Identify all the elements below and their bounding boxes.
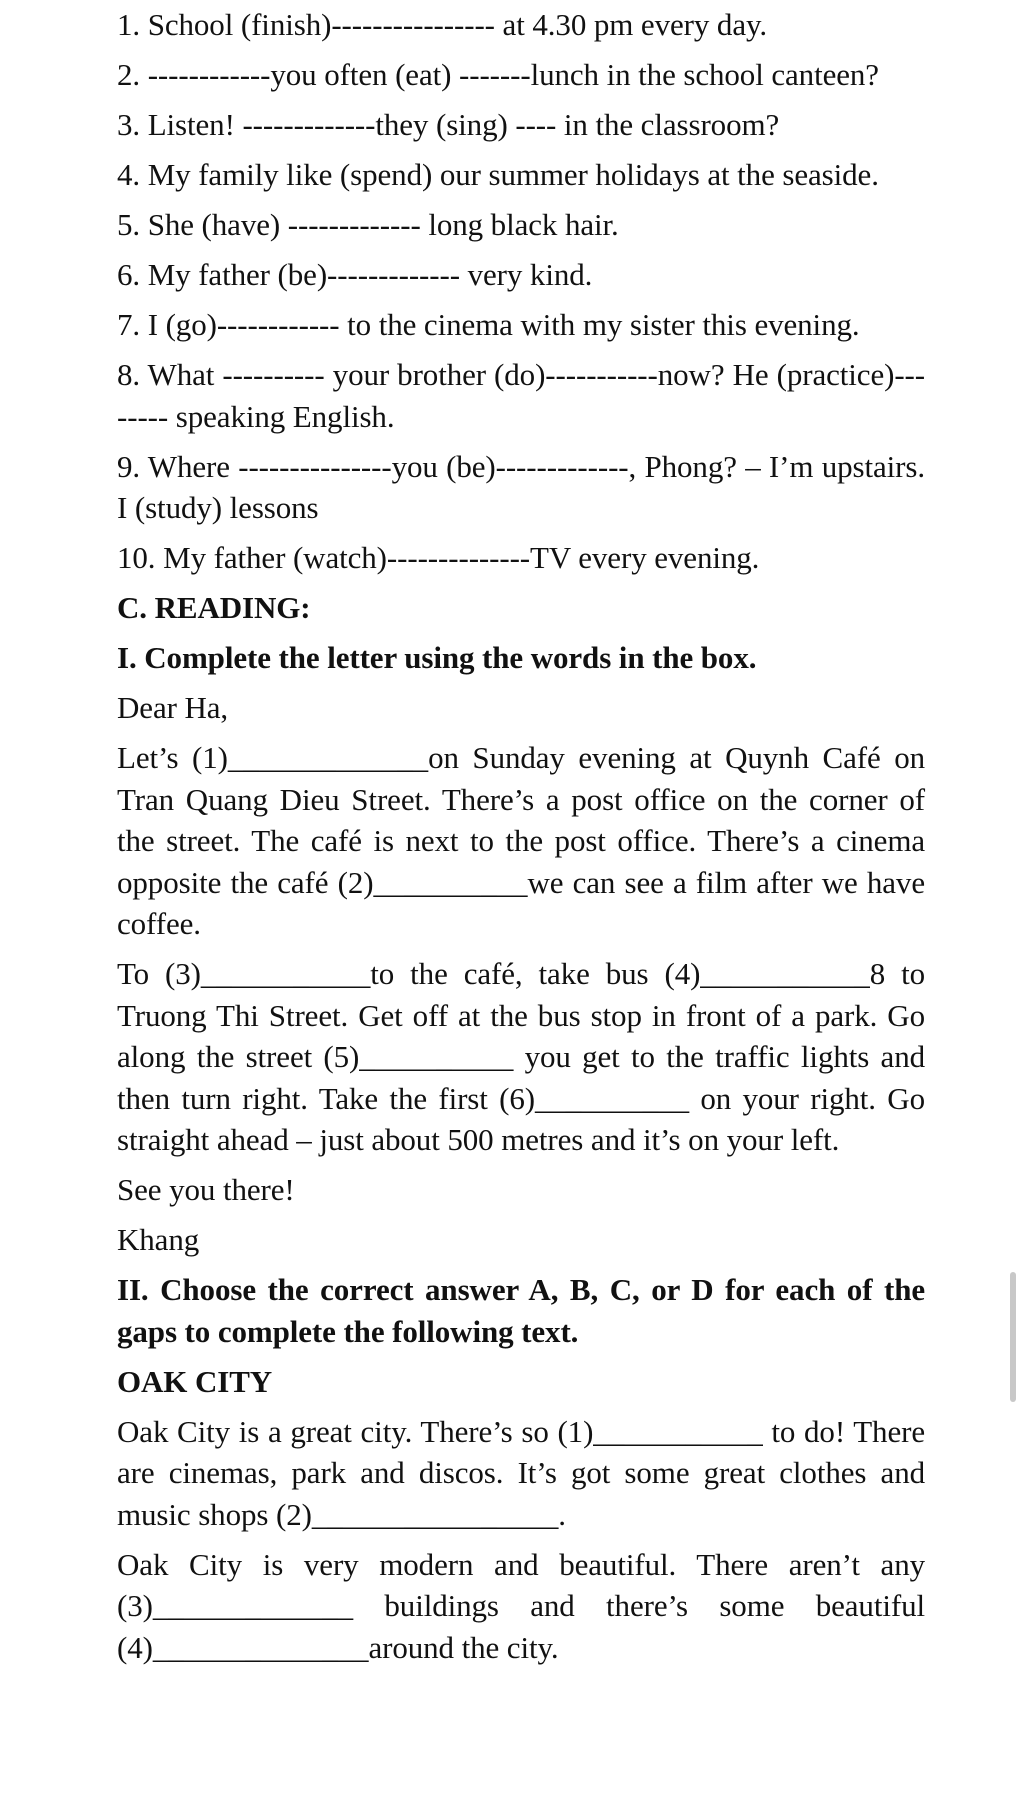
worksheet-page: [117, 0, 925, 1677]
letter-signature: Khang: [117, 1222, 200, 1257]
letter-closing: See you there!: [117, 1172, 295, 1207]
letter-salutation: Dear Ha,: [117, 690, 229, 725]
exercise-item-3: 3. Listen! -------------they (sing) ---- in the classroom?: [117, 107, 780, 142]
exercise-item-1: 1. School (finish)---------------- at 4.30 pm every day.: [117, 7, 768, 42]
letter-paragraph-1: Let’s (1)_____________on Sunday evening at Quynh Café on Tran Quang Dieu Street. There’s a post office on the corner of the street. The café is next to the post office. There’s a cinema opposite the café (2)__________we can see a film after we have coffee.: [117, 740, 925, 941]
part2-instruction: II. Choose the correct answer A, B, C, or D for each of the gaps to complete the following text.: [117, 1272, 925, 1349]
part1-instruction: I. Complete the letter using the words in the box.: [117, 640, 757, 675]
reading-heading: C. READING:: [117, 590, 311, 625]
oak-city-paragraph-2: Oak City is very modern and beautiful. There aren’t any (3)_____________ buildings and there’s some beautiful (4)______________around the city.: [117, 1546, 925, 1665]
text-title: OAK CITY: [117, 1363, 273, 1399]
exercise-item-5: 5. She (have) ------------- long black hair.: [117, 207, 619, 242]
exercise-item-2: 2. ------------you often (eat) -------lunch in the school canteen?: [117, 57, 879, 92]
exercise-item-7: 7. I (go)------------ to the cinema with my sister this evening.: [117, 307, 860, 342]
exercise-item-6: 6. My father (be)------------- very kind.: [117, 257, 593, 292]
exercise-item-10: 10. My father (watch)--------------TV every evening.: [117, 540, 760, 575]
letter-paragraph-2: To (3)___________to the café, take bus (4)___________8 to Truong Thi Street. Get off at the bus stop in front of a park. Go along the street (5)__________ you get to the traffic lights and then turn right. Take the first (6)__________ on your right. Go straight ahead – just about 500 metres and it’s on your left.: [117, 956, 925, 1157]
exercise-item-8: 8. What ---------- your brother (do)-----------now? He (practice)-------- speaking English.: [117, 357, 925, 434]
vertical-scrollbar[interactable]: [1010, 1272, 1016, 1402]
exercise-item-9: 9. Where ---------------you (be)-------------, Phong? – I’m upstairs. I (study) lessons: [117, 448, 925, 525]
oak-city-paragraph-1: Oak City is a great city. There’s so (1)___________ to do! There are cinemas, park and discos. It’s got some great clothes and music shops (2)________________.: [117, 1413, 925, 1532]
exercise-item-4: 4. My family like (spend) our summer holidays at the seaside.: [117, 157, 879, 192]
